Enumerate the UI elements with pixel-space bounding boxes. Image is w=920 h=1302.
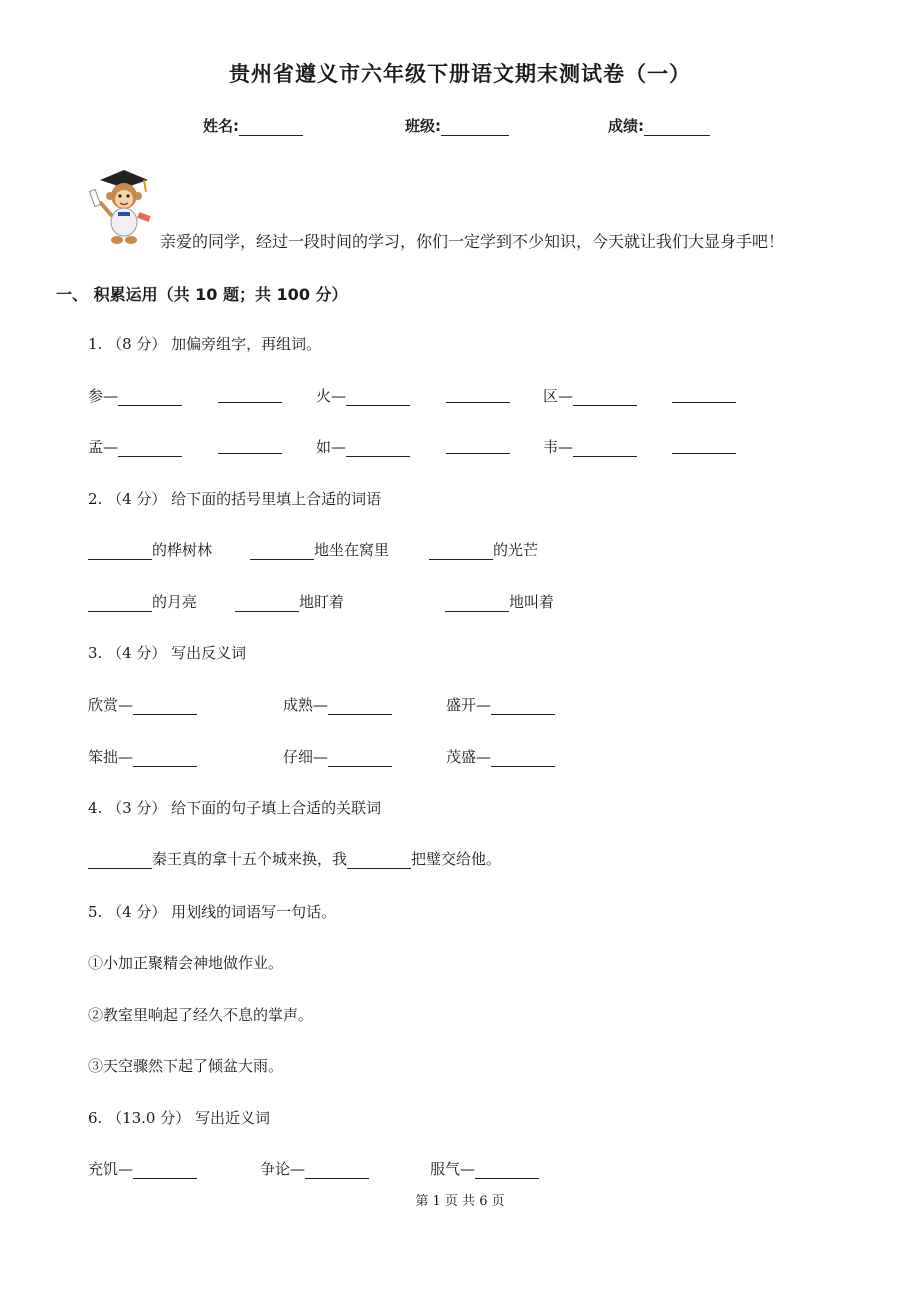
- question-1-blank: [672, 385, 736, 403]
- question-1-blank: [672, 436, 736, 454]
- score-label: 成绩:: [608, 117, 644, 135]
- question-6-item: 充饥—: [88, 1158, 197, 1179]
- question-1-blank: [446, 436, 510, 454]
- mascot-illustration: [86, 166, 156, 248]
- score-field: [608, 115, 710, 136]
- question-6-item: 服气—: [430, 1158, 539, 1179]
- question-1-blank: [218, 436, 282, 454]
- question-1-item: 区—: [543, 385, 637, 406]
- question-3-item: 笨拙—: [88, 746, 197, 767]
- question-2-header: 2. （4 分） 给下面的括号里填上合适的词语: [88, 490, 382, 508]
- question-4-header: 4. （3 分） 给下面的句子填上合适的关联词: [88, 799, 382, 817]
- name-label: 姓名:: [203, 117, 239, 135]
- question-2-item: 的光芒: [429, 539, 538, 560]
- question-1-item: 参—: [88, 385, 182, 406]
- question-5-sentence: ①小加正聚精会神地做作业。: [88, 954, 284, 972]
- question-5-sentence: ③天空骤然下起了倾盆大雨。: [88, 1057, 284, 1075]
- page-footer: 第 1 页 共 6 页: [415, 1194, 505, 1209]
- question-3-item: 成熟—: [283, 694, 392, 715]
- name-blank: [239, 121, 303, 136]
- question-2-item: 的月亮: [88, 591, 197, 612]
- class-field: [405, 115, 509, 136]
- question-2-item: 的桦树林: [88, 539, 212, 560]
- question-3-item: 仔细—: [283, 746, 392, 767]
- question-6-item: 争论—: [260, 1158, 369, 1179]
- section-heading: 一、 积累运用（共 10 题；共 100 分）: [56, 285, 348, 304]
- greeting-text: 亲爱的同学，经过一段时间的学习，你们一定学到不少知识，今天就让我们大显身手吧！: [160, 232, 785, 251]
- question-1-item: 孟—: [88, 436, 182, 457]
- class-label: 班级:: [405, 117, 441, 135]
- question-5-header: 5. （4 分） 用划线的词语写一句话。: [88, 903, 337, 921]
- question-6-header: 6. （13.0 分） 写出近义词: [88, 1109, 271, 1127]
- question-1-blank: [218, 385, 282, 403]
- question-2-item: 地坐在窝里: [250, 539, 389, 560]
- question-2-item: 地叫着: [445, 591, 554, 612]
- question-1-blank: [446, 385, 510, 403]
- question-1-item: 火—: [316, 385, 410, 406]
- question-3-item: 欣赏—: [88, 694, 197, 715]
- score-blank: [644, 121, 710, 136]
- question-3-item: 茂盛—: [446, 746, 555, 767]
- question-4-sentence: 秦王真的拿十五个城来换，我 把璧交给他。: [88, 848, 501, 869]
- question-3-header: 3. （4 分） 写出反义词: [88, 644, 247, 662]
- question-3-item: 盛开—: [446, 694, 555, 715]
- question-1-item: 如—: [316, 436, 410, 457]
- name-field: [203, 115, 303, 136]
- question-2-item: 地盯着: [235, 591, 344, 612]
- question-5-sentence: ②教室里响起了经久不息的掌声。: [88, 1006, 314, 1024]
- class-blank: [441, 121, 509, 136]
- question-1-header: 1. （8 分） 加偏旁组字，再组词。: [88, 335, 322, 353]
- page-title: 贵州省遵义市六年级下册语文期末测试卷（一）: [229, 62, 691, 86]
- question-1-item: 韦—: [543, 436, 637, 457]
